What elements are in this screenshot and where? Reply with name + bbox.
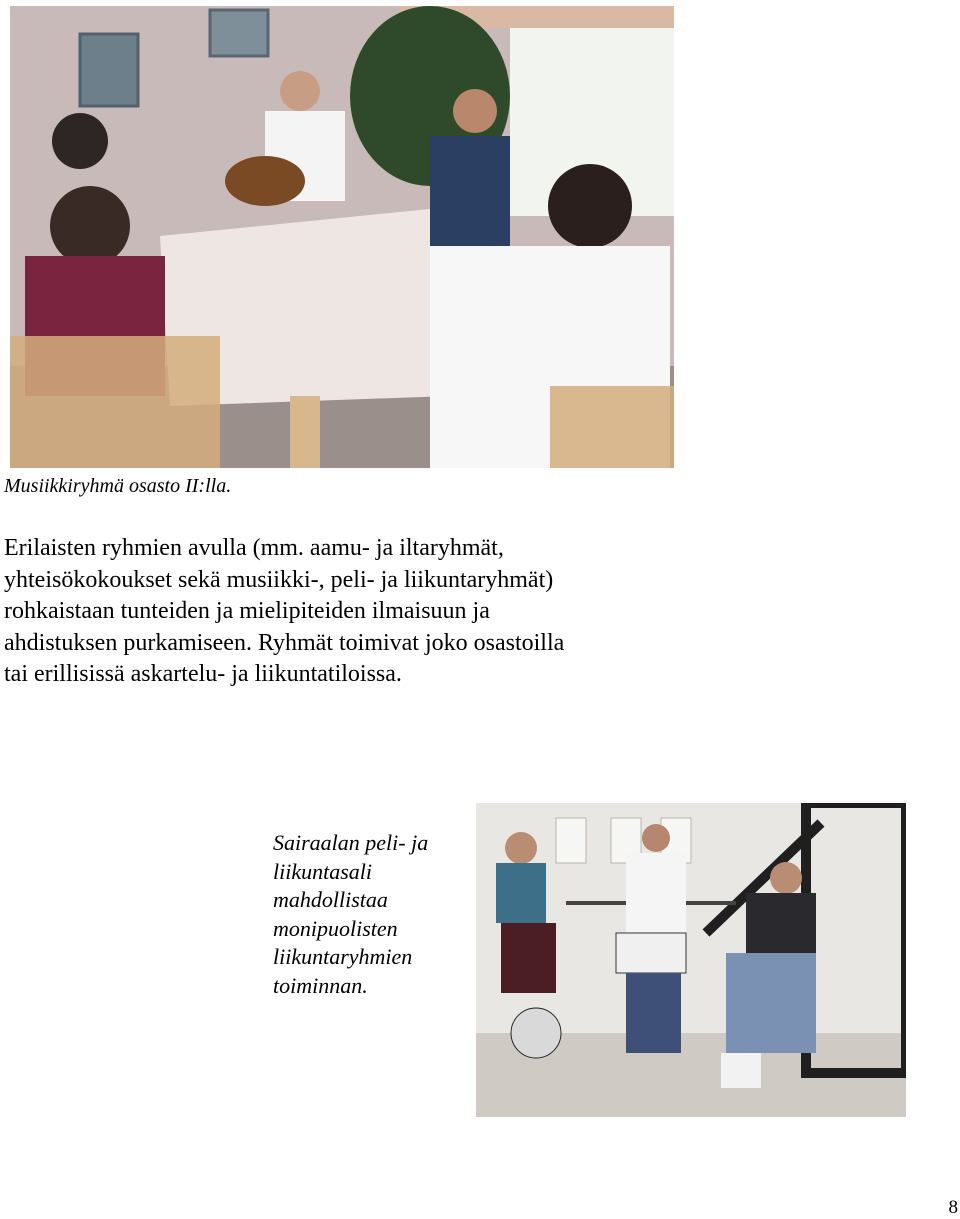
page-number: 8 [948, 1197, 958, 1218]
music-group-photo [10, 6, 674, 468]
paragraph-line: ahdistuksen purkamiseen. Ryhmät toimivat joko osastoilla [4, 629, 565, 656]
music-group-illustration [10, 6, 674, 468]
caption-line: mahdollistaa [273, 887, 388, 912]
paragraph-line: rohkaistaan tunteiden ja mielipiteiden ilmaisuun ja [4, 598, 490, 624]
caption-line: toiminnan. [273, 972, 368, 998]
paragraph-line: yhteisökokoukset sekä musiikki-, peli- ja liikuntaryhmät) [4, 566, 554, 593]
caption-line: Sairaalan peli- ja [273, 830, 429, 855]
caption-line: liikuntaryhmien [273, 944, 413, 969]
gym-illustration [476, 803, 906, 1117]
paragraph-line: tai erillisissä askartelu- ja liikuntatiloissa. [4, 661, 402, 687]
caption-line: monipuolisten [273, 915, 398, 941]
gym-photo [476, 803, 906, 1117]
bottom-photo-caption [273, 829, 428, 1000]
top-photo-caption: Musiikkiryhmä osasto II:lla. [4, 475, 232, 497]
paragraph-line: Erilaisten ryhmien avulla (mm. aamu- ja iltaryhmät, [4, 535, 504, 561]
caption-line: liikuntasali [273, 858, 372, 884]
body-paragraph [4, 533, 704, 691]
